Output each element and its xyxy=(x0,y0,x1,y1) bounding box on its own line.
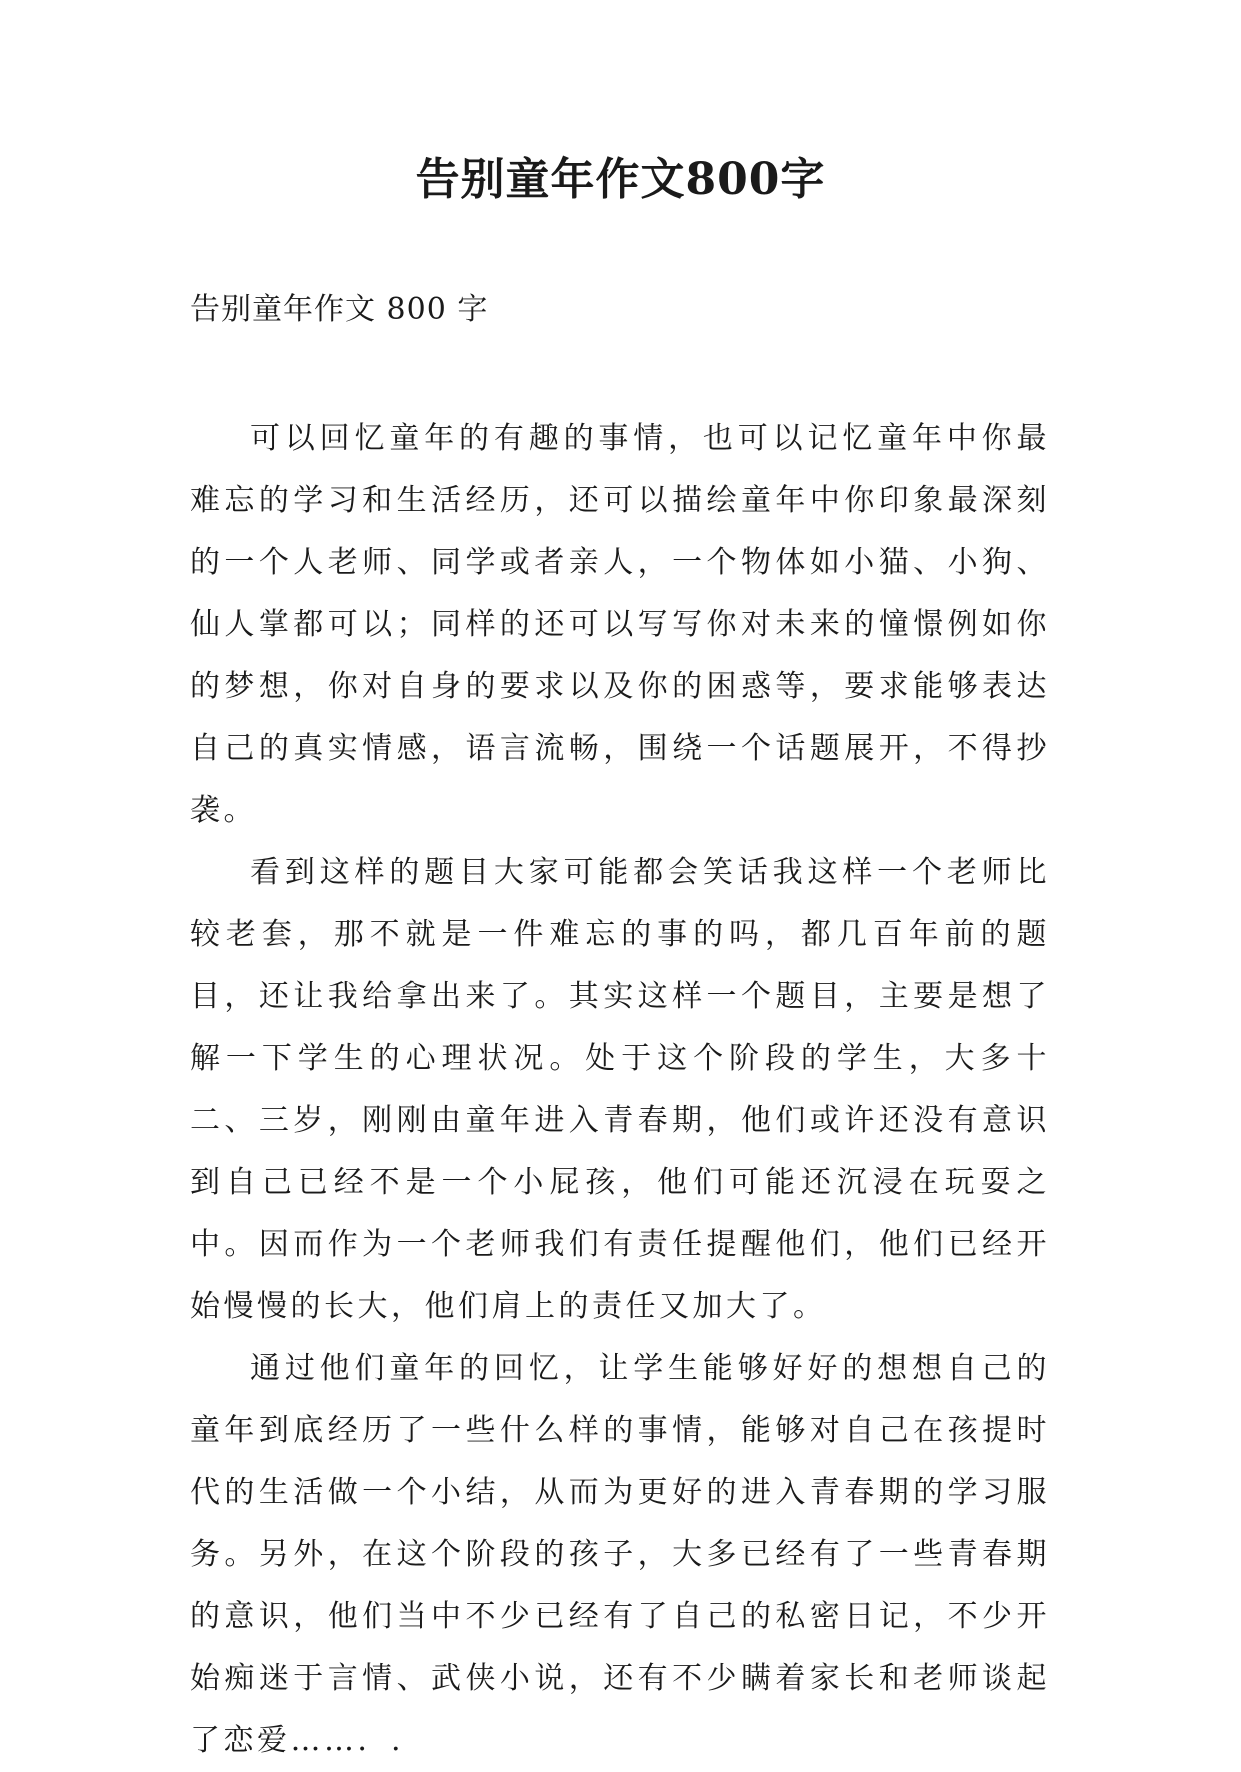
document-title: 告别童年作文800字 xyxy=(415,154,826,205)
paragraph-3: 通过他们童年的回忆，让学生能够好好的想想自己的童年到底经历了一些什么样的事情，能够对自己在孩提时代的生活做一个小结，从而为更好的进入青春期的学习服务。另外，在这个阶段的孩子，大多已经有了一些青春期的意识，他们当中不少已经有了自己的私密日记，不少开始痴迷于言情、武侠小说，还有不少瞒着家长和老师谈起了恋爱……．. xyxy=(190,1351,1050,1758)
paragraph-2: 看到这样的题目大家可能都会笑话我这样一个老师比较老套，那不就是一件难忘的事的吗，都几百年前的题目，还让我给拿出来了。其实这样一个题目，主要是想了解一下学生的心理状况。处于这个阶段的学生，大多十二、三岁，刚刚由童年进入青春期，他们或许还没有意识到自己已经不是一个小屁孩，他们可能还沉浸在玩耍之中。因而作为一个老师我们有责任提醒他们，他们已经开始慢慢的长大，他们肩上的责任又加大了。 xyxy=(190,855,1050,1324)
document-subtitle: 告别童年作文 800 字 xyxy=(190,292,489,327)
paragraph-1: 可以回忆童年的有趣的事情，也可以记忆童年中你最难忘的学习和生活经历，还可以描绘童年中你印象最深刻的一个人老师、同学或者亲人，一个物体如小猫、小狗、仙人掌都可以；同样的还可以写写你对未来的憧憬例如你的梦想，你对自身的要求以及你的困惑等，要求能够表达自己的真实情感，语言流畅，围绕一个话题展开，不得抄袭。 xyxy=(190,421,1050,828)
document-body xyxy=(190,408,1050,1772)
